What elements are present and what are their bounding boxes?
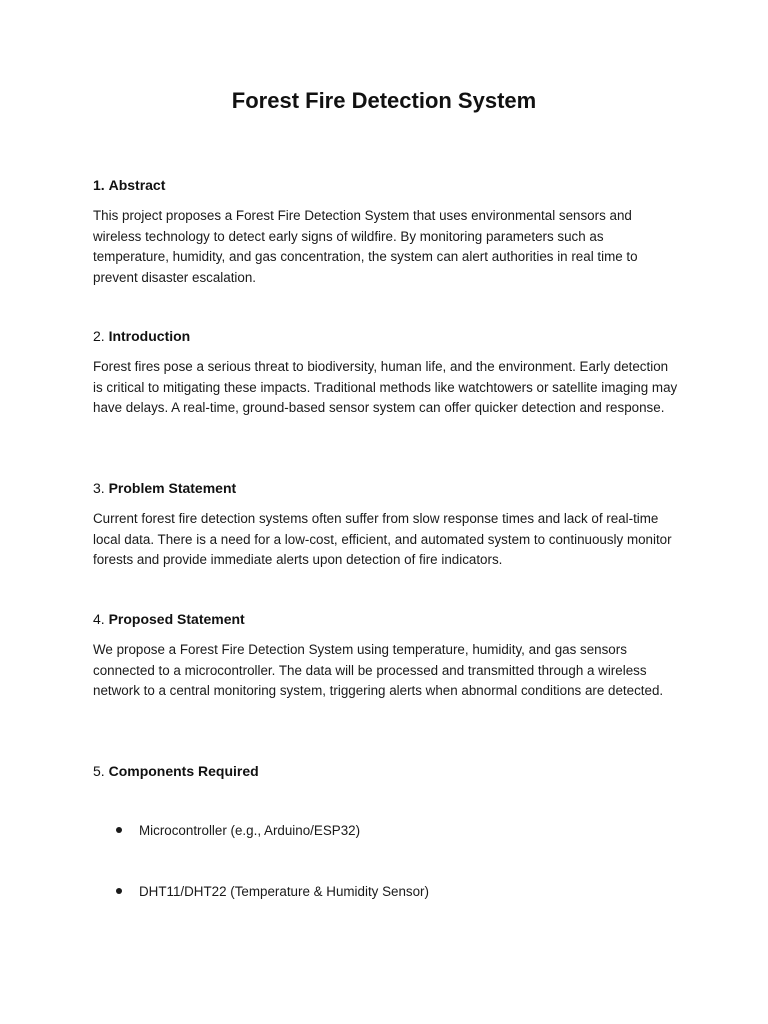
bullet-icon [116, 827, 122, 833]
section-number: 1. [93, 177, 105, 193]
section-paragraph: Current forest fire detection systems often suffer from slow response times and lack of real-time local data. There is a need for a low-cost, efficient, and automated system to continuously monitor forests and provide immediate alerts upon detection of fire indicators. [93, 511, 672, 568]
section-paragraph: We propose a Forest Fire Detection System using temperature, humidity, and gas sensors connected to a microcontroller. The data will be processed and transmitted through a wireless network to a central monitoring system, triggering alerts when abnormal conditions are detected. [93, 642, 664, 699]
section-heading [93, 479, 678, 497]
document-title: Forest Fire Detection System [231, 88, 537, 113]
section-heading-label: Problem Statement [108, 480, 237, 496]
section-components-required [93, 762, 678, 780]
section-number: 2. [93, 328, 105, 344]
section-proposed-statement [93, 610, 678, 702]
section-heading-label: Abstract [108, 177, 166, 193]
section-number: 3. [93, 480, 105, 496]
section-heading-label: Introduction [108, 328, 191, 344]
section-heading-label: Proposed Statement [108, 611, 245, 627]
section-introduction [93, 327, 678, 419]
section-heading [93, 176, 678, 194]
list-item-text: Microcontroller (e.g., Arduino/ESP32) [139, 823, 361, 838]
section-number: 4. [93, 611, 105, 627]
section-heading [93, 610, 678, 628]
section-abstract [93, 176, 678, 288]
list-item-text: DHT11/DHT22 (Temperature & Humidity Sensor) [139, 884, 429, 899]
section-problem-statement [93, 479, 678, 571]
section-number: 5. [93, 763, 105, 779]
bullet-icon [116, 888, 122, 894]
section-heading-label: Components Required [108, 763, 259, 779]
section-heading [93, 327, 678, 345]
section-paragraph: Forest fires pose a serious threat to biodiversity, human life, and the environment. Early detection is critical to mitigating these impacts. Traditional methods like watchtowers or satellite imaging may have delays. A real-time, ground-based sensor system can offer quicker detection and response. [93, 359, 678, 416]
section-paragraph: This project proposes a Forest Fire Detection System that uses environmental sensors and wireless technology to detect early signs of wildfire. By monitoring parameters such as temperature, humidity, and gas concentration, the system can alert authorities in real time to prevent disaster escalation. [93, 208, 638, 285]
section-heading [93, 762, 678, 780]
